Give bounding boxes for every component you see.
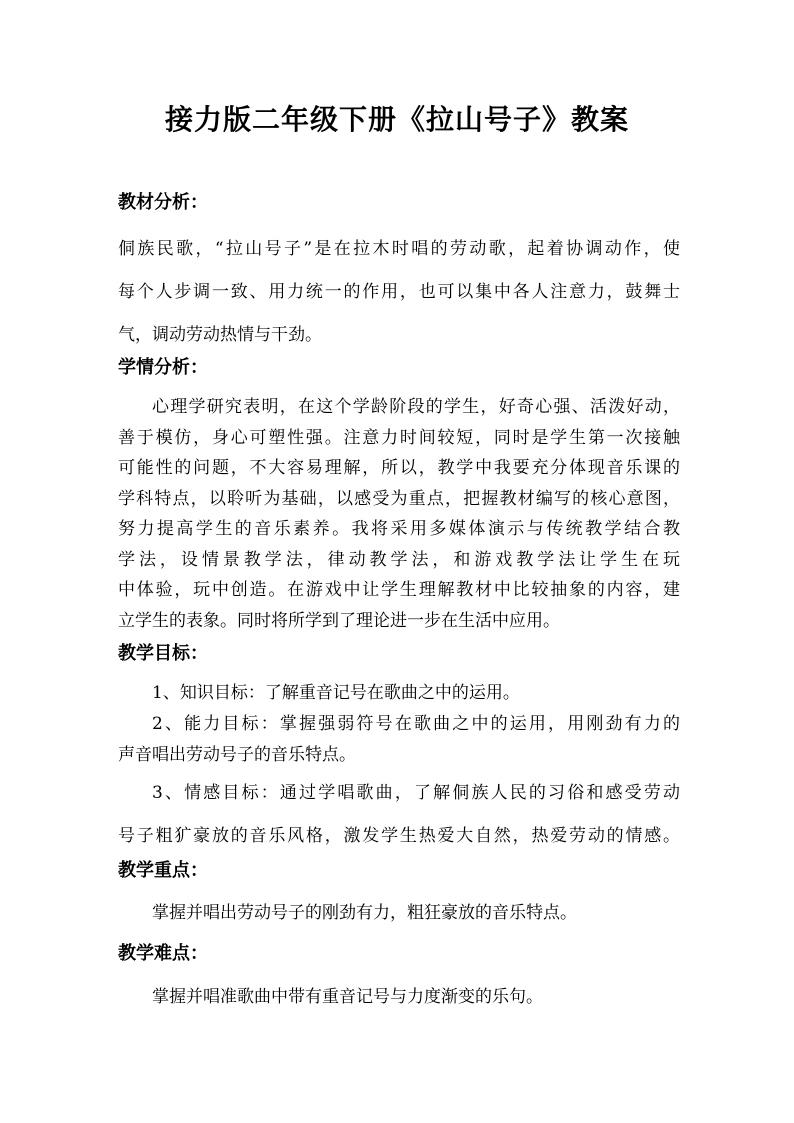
text-line: 掌握并唱出劳动号子的刚劲有力，粗狂豪放的音乐特点。 [152,903,577,923]
goal-item-ability [118,709,680,771]
text-line: 掌握并唱准歌曲中带有重音记号与力度渐变的乐句。 [152,987,543,1007]
text-line: 1、知识目标：了解重音记号在歌曲之中的运用。 [152,683,520,703]
paragraph-learner-analysis [118,392,680,636]
text-line: 每个人步调一致、用力统一的作用，也可以集中各人注意力，鼓舞士 [118,282,680,302]
text-line: 努力提高学生的音乐素养。我将采用多媒体演示与传统教学结合教 [118,519,680,539]
text-line: 号子粗犷豪放的音乐风格，激发学生热爱大自然，热爱劳动的情感。 [118,826,680,846]
paragraph-key-points [118,898,680,928]
text-line: 侗族民歌，“拉山号子”是在拉木时唱的劳动歌，起着协调动作，使 [118,239,680,259]
text-line: 气，调动劳动热情与干劲。 [118,325,322,345]
text-line: 3、情感目标：通过学唱歌曲，了解侗族人民的习俗和感受劳动 [152,783,680,803]
heading-key-points: 教学重点： [118,860,208,881]
text-line: 可能性的问题，不大容易理解，所以，教学中我要充分体现音乐课的 [118,458,680,478]
text-line: 2、能力目标：掌握强弱符号在歌曲之中的运用，用刚劲有力的 [152,714,680,734]
heading-learner-analysis: 学情分析： [118,357,208,378]
text-line: 心理学研究表明，在这个学龄阶段的学生，好奇心强、活泼好动， [152,397,680,417]
goal-item-knowledge [118,678,680,708]
document-title: 接力版二年级下册《拉山号子》教案 [164,103,629,136]
heading-teaching-goals: 教学目标： [118,643,208,664]
heading-material-analysis: 教材分析： [118,192,208,213]
heading-difficulties: 教学难点： [118,943,208,964]
text-line: 中体验，玩中创造。在游戏中让学生理解教材中比较抽象的内容，建 [118,580,680,600]
paragraph-difficulties [118,982,680,1012]
text-line: 善于模仿，身心可塑性强。注意力时间较短，同时是学生第一次接触 [118,427,680,448]
text-line: 声音唱出劳动号子的音乐特点。 [118,745,356,765]
goal-item-emotion [118,772,680,858]
text-line: 立学生的表象。同时将所学到了理论进一步在生活中应用。 [118,610,560,631]
text-line: 学法，设情景教学法，律动教学法，和游戏教学法让学生在玩 [118,549,680,570]
text-line: 学科特点，以聆听为基础，以感受为重点，把握教材编写的核心意图， [118,488,680,509]
paragraph-material-analysis [118,228,680,357]
